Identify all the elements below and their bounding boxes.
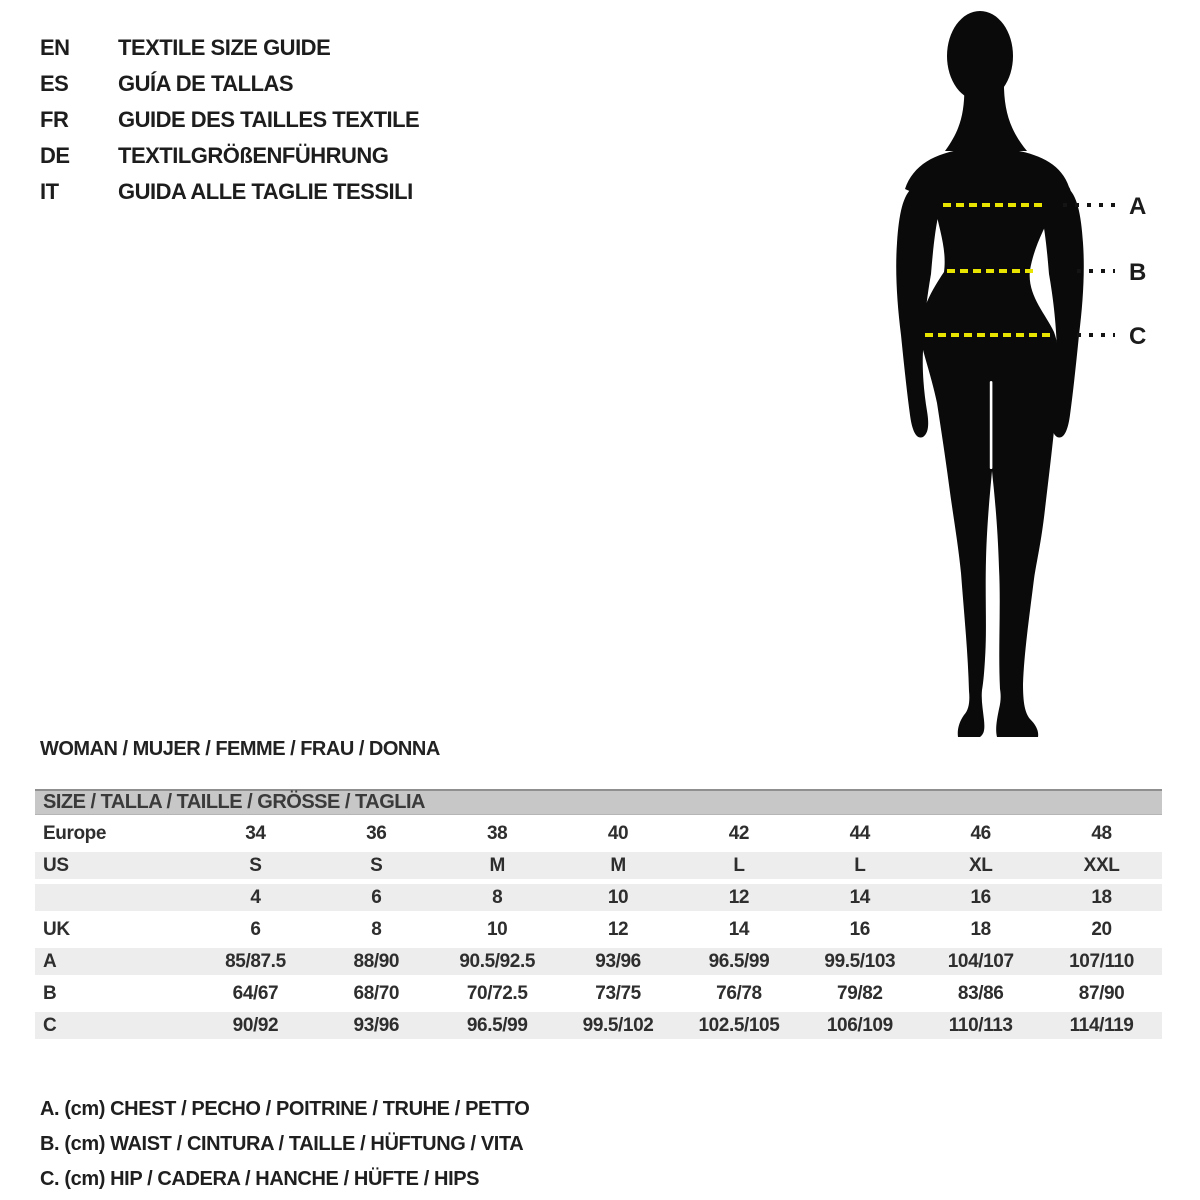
- table-cell: 76/78: [716, 982, 762, 1004]
- language-row: [40, 102, 419, 138]
- table-cell: 48: [1091, 822, 1112, 844]
- table-cell: 34: [245, 822, 266, 844]
- table-cell: 16: [849, 918, 870, 940]
- table-cell: 99.5/102: [558, 1012, 679, 1039]
- table-cell: 6: [250, 918, 261, 940]
- table-row: [35, 916, 1162, 943]
- table-cell: 93/96: [558, 948, 679, 975]
- table-cell: 10: [558, 884, 679, 911]
- row-label: C: [35, 1012, 195, 1039]
- size-table: [35, 784, 1162, 1044]
- table-row: [35, 820, 1162, 847]
- woman-silhouette-svg: [873, 3, 1193, 748]
- table-cell: 114/119: [1041, 1012, 1162, 1039]
- table-cell: 93/96: [316, 1012, 437, 1039]
- table-cell: 68/70: [353, 982, 400, 1004]
- language-label: GUIDA ALLE TAGLIE TESSILI: [118, 179, 413, 204]
- row-label: UK: [43, 918, 70, 940]
- table-cell: 10: [487, 918, 508, 940]
- table-row: [35, 884, 1162, 911]
- language-label: GUIDE DES TAILLES TEXTILE: [118, 107, 420, 132]
- language-row: [40, 174, 419, 210]
- table-row: [35, 1012, 1162, 1039]
- table-cell: XXL: [1041, 852, 1162, 879]
- table-cell: 107/110: [1041, 948, 1162, 975]
- table-cell: 18: [1041, 884, 1162, 911]
- table-cell: 44: [849, 822, 870, 844]
- table-cell: 42: [728, 822, 750, 844]
- language-code: EN: [40, 35, 70, 60]
- language-label: GUÍA DE TALLAS: [118, 71, 294, 96]
- table-cell: M: [558, 852, 679, 879]
- chest-label: A: [1129, 193, 1147, 220]
- table-cell: 88/90: [316, 948, 437, 975]
- thigh-gap-highlight: [990, 381, 993, 469]
- table-cell: 38: [487, 822, 508, 844]
- table-cell: 64/67: [232, 982, 279, 1004]
- table-cell: 99.5/103: [799, 948, 920, 975]
- table-cell: 14: [799, 884, 920, 911]
- table-cell: 8: [371, 918, 382, 940]
- table-cell: 90.5/92.5: [437, 948, 558, 975]
- table-row: [35, 852, 1162, 879]
- language-code: ES: [40, 71, 69, 96]
- table-cell: 4: [195, 884, 316, 911]
- waist-label: B: [1129, 259, 1147, 286]
- row-label: B: [43, 982, 57, 1004]
- table-cell: 6: [316, 884, 437, 911]
- table-row: [35, 980, 1162, 1007]
- language-code: FR: [40, 107, 69, 132]
- language-code: DE: [40, 143, 70, 168]
- table-cell: 106/109: [799, 1012, 920, 1039]
- table-cell: 96.5/99: [437, 1012, 558, 1039]
- table-cell: L: [799, 852, 920, 879]
- table-cell: S: [195, 852, 316, 879]
- size-table-header-row: [35, 789, 1162, 815]
- row-label: US: [35, 852, 195, 879]
- language-row: [40, 138, 419, 174]
- table-cell: 104/107: [920, 948, 1041, 975]
- table-cell: S: [316, 852, 437, 879]
- table-cell: 36: [366, 822, 387, 844]
- table-cell: 90/92: [195, 1012, 316, 1039]
- hip-label: C: [1129, 323, 1147, 350]
- table-cell: M: [437, 852, 558, 879]
- row-label: Europe: [43, 822, 107, 844]
- measurement-legend: [40, 1092, 529, 1197]
- table-cell: 18: [970, 918, 991, 940]
- table-row: [35, 948, 1162, 975]
- table-cell: 16: [920, 884, 1041, 911]
- table-cell: 85/87.5: [195, 948, 316, 975]
- table-cell: 20: [1091, 918, 1112, 940]
- row-label: A: [35, 948, 195, 975]
- size-table-header: SIZE / TALLA / TAILLE / GRÖSSE / TAGLIA: [35, 789, 1162, 815]
- row-label: [35, 884, 195, 911]
- legend-line: A. (cm) CHEST / PECHO / POITRINE / TRUHE / PETTO: [40, 1098, 530, 1120]
- table-cell: 79/82: [837, 982, 883, 1004]
- table-cell: 40: [607, 822, 629, 844]
- language-row: [40, 66, 419, 102]
- table-cell: 102.5/105: [679, 1012, 800, 1039]
- table-cell: 12: [607, 918, 629, 940]
- table-cell: 70/72.5: [466, 982, 528, 1004]
- table-cell: 14: [728, 918, 750, 940]
- table-cell: 12: [679, 884, 800, 911]
- table-cell: 96.5/99: [679, 948, 800, 975]
- language-list: [40, 30, 419, 210]
- table-cell: 83/86: [957, 982, 1004, 1004]
- table-cell: 73/75: [595, 982, 641, 1004]
- section-title: WOMAN / MUJER / FEMME / FRAU / DONNA: [40, 738, 440, 760]
- figure-silhouette: [873, 3, 1193, 748]
- language-row: [40, 30, 419, 66]
- table-cell: 46: [970, 822, 991, 844]
- legend-line: B. (cm) WAIST / CINTURA / TAILLE / HÜFTUNG / VITA: [40, 1133, 524, 1155]
- table-cell: L: [679, 852, 800, 879]
- size-table-body: [35, 820, 1162, 1039]
- table-cell: XL: [920, 852, 1041, 879]
- table-cell: 8: [437, 884, 558, 911]
- table-cell: 110/113: [920, 1012, 1041, 1039]
- language-label: TEXTILE SIZE GUIDE: [118, 35, 331, 60]
- language-code: IT: [40, 179, 59, 204]
- language-label: TEXTILGRÖßENFÜHRUNG: [118, 143, 389, 168]
- table-cell: 87/90: [1078, 982, 1125, 1004]
- legend-line: C. (cm) HIP / CADERA / HANCHE / HÜFTE / HIPS: [40, 1168, 480, 1190]
